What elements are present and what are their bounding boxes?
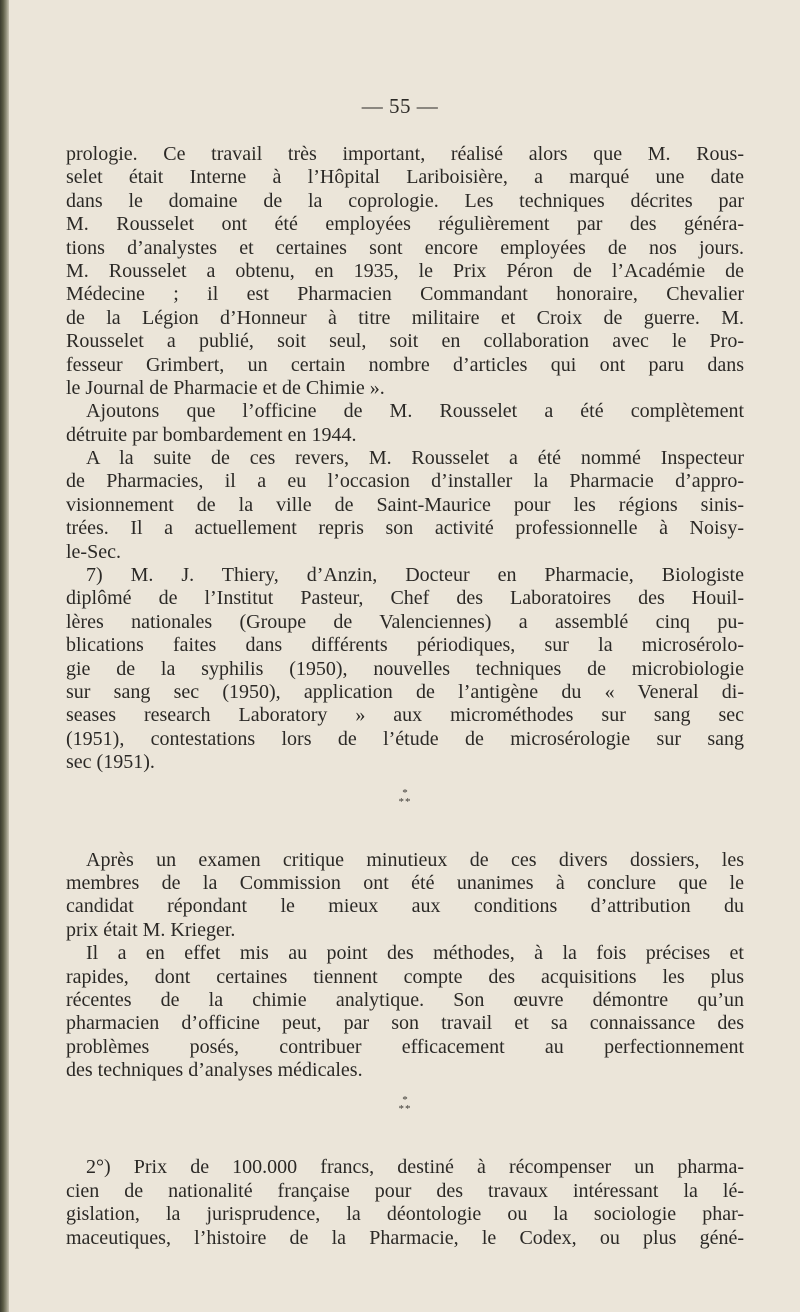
- text-line: trées. Il a actuellement repris son activité professionnelle à Noisy-: [66, 517, 744, 540]
- text-line: membres de la Commission ont été unanimes à conclure que le: [66, 871, 744, 894]
- text-line: des techniques d’analyses médicales.: [66, 1059, 363, 1082]
- text-line: diplômé de l’Institut Pasteur, Chef des Laboratoires des Houil-: [66, 587, 744, 610]
- text-line: Médecine ; il est Pharmacien Commandant honoraire, Chevalier: [66, 283, 744, 306]
- text-line: de Pharmacies, il a eu l’occasion d’installer la Pharmacie d’appro-: [66, 470, 744, 493]
- text-line: Il a en effet mis au point des méthodes, à la fois précises et: [86, 942, 744, 965]
- text-line: problèmes posés, contribuer efficacement au perfectionnement: [66, 1035, 744, 1058]
- text-line: prix était M. Krieger.: [66, 918, 236, 941]
- text-line: sec (1951).: [66, 751, 155, 774]
- text-line: maceutiques, l’histoire de la Pharmacie, le Codex, ou plus géné-: [66, 1226, 744, 1249]
- text-line: selet était Interne à l’Hôpital Lariboisière, a marqué une date: [66, 166, 744, 189]
- text-line: M. Rousselet ont été employées régulièrement par des généra-: [66, 213, 744, 236]
- text-line: détruite par bombardement en 1944.: [66, 423, 357, 446]
- asterism-top: *: [402, 1094, 408, 1107]
- text-line: tions d’analystes et certaines sont encore employées de nos jours.: [66, 236, 744, 259]
- text-line: 2°) Prix de 100.000 francs, destiné à récompenser un pharma-: [86, 1156, 744, 1179]
- text-line: Rousselet a publié, soit seul, soit en collaboration avec le Pro-: [66, 330, 744, 353]
- text-line: gislation, la jurisprudence, la déontologie ou la sociologie phar-: [66, 1203, 744, 1226]
- text-line: rapides, dont certaines tiennent compte des acquisitions les plus: [66, 965, 744, 988]
- asterism-bottom: **: [398, 795, 412, 808]
- paragraph-commission-verdict: [66, 849, 744, 943]
- paragraph-rousselet-biography: [66, 143, 744, 400]
- section-asterism: [66, 786, 744, 808]
- asterism-top: *: [402, 786, 408, 799]
- text-line: prologie. Ce travail très important, réalisé alors que M. Rous-: [66, 143, 744, 165]
- text-line: Après un examen critique minutieux de ces divers dossiers, les: [86, 848, 744, 871]
- section-asterism: [66, 1096, 744, 1114]
- text-line: le-Sec.: [66, 540, 121, 563]
- page-edge-shadow: [0, 0, 9, 1312]
- text-line: gie de la syphilis (1950), nouvelles techniques de microbiologie: [66, 657, 744, 680]
- paragraph-thiery: [66, 564, 744, 775]
- text-line: pharmacien d’officine peut, par son travail et sa connaissance des: [66, 1012, 744, 1035]
- document-body: [66, 143, 744, 1250]
- text-line: seases research Laboratory » aux microméthodes sur sang sec: [66, 704, 744, 727]
- page-number: — 55 —: [361, 94, 439, 118]
- text-line: de la Légion d’Honneur à titre militaire et Croix de guerre. M.: [66, 306, 744, 329]
- text-line: le Journal de Pharmacie et de Chimie ».: [66, 376, 385, 399]
- text-line: fesseur Grimbert, un certain nombre d’articles qui ont paru dans: [66, 353, 744, 376]
- text-line: M. Rousselet a obtenu, en 1935, le Prix Péron de l’Académie de: [66, 259, 744, 282]
- asterism-bottom: **: [398, 1103, 412, 1116]
- text-line: lères nationales (Groupe de Valenciennes) a assemblé cinq pu-: [66, 610, 744, 633]
- paragraph-krieger-work: [66, 942, 744, 1082]
- text-line: visionnement de la ville de Saint-Maurice pour les régions sinis-: [66, 493, 744, 516]
- text-line: cien de nationalité française pour des travaux intéressant la lé-: [66, 1179, 744, 1202]
- text-line: dans le domaine de la coprologie. Les techniques décrites par: [66, 189, 744, 212]
- paragraph-second-prize: [66, 1156, 744, 1250]
- text-line: blications faites dans différents périodiques, sur la microsérolo-: [66, 634, 744, 657]
- paragraph-inspecteur: [66, 447, 744, 564]
- text-line: 7) M. J. Thiery, d’Anzin, Docteur en Pharmacie, Biologiste: [86, 564, 744, 587]
- text-line: A la suite de ces revers, M. Rousselet a été nommé Inspecteur: [86, 447, 744, 470]
- text-line: Ajoutons que l’officine de M. Rousselet a été complètement: [86, 400, 744, 423]
- text-line: candidat répondant le mieux aux conditions d’attribution du: [66, 895, 744, 918]
- text-line: (1951), contestations lors de l’étude de microsérologie sur sang: [66, 727, 744, 750]
- paragraph-officine-destroyed: [66, 400, 744, 447]
- text-line: récentes de la chimie analytique. Son œuvre démontre qu’un: [66, 988, 744, 1011]
- text-line: sur sang sec (1950), application de l’antigène du « Veneral di-: [66, 680, 744, 703]
